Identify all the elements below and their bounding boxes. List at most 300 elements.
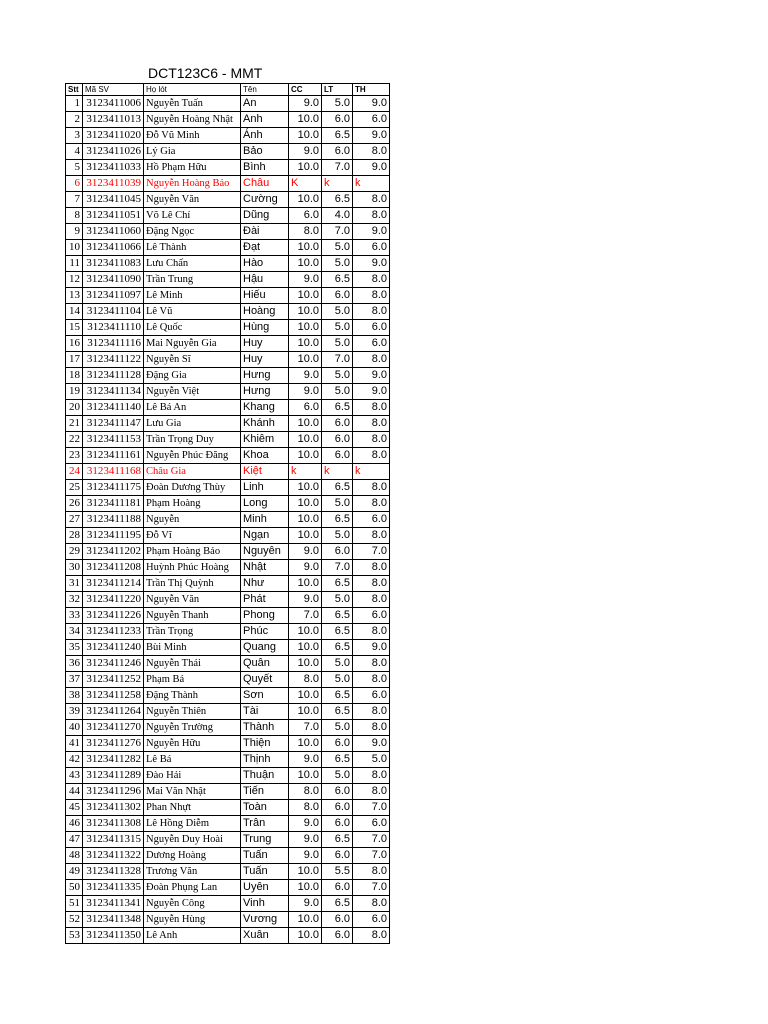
- row-number-cell: 7: [66, 192, 83, 208]
- score-th-cell: 6.0: [353, 320, 390, 336]
- surname-cell: Lưu Chấn: [144, 256, 241, 272]
- score-cc-cell: 10.0: [289, 496, 322, 512]
- row-number-cell: 52: [66, 912, 83, 928]
- student-id-cell: 3123411276: [83, 736, 144, 752]
- score-th-cell: 8.0: [353, 560, 390, 576]
- student-id-cell: 3123411289: [83, 768, 144, 784]
- surname-cell: Phạm Hoàng Bảo: [144, 544, 241, 560]
- row-number-cell: 42: [66, 752, 83, 768]
- table-row: [66, 640, 390, 656]
- score-th-cell: 6.0: [353, 112, 390, 128]
- surname-cell: Nguyễn Văn: [144, 192, 241, 208]
- score-cc-cell: 10.0: [289, 128, 322, 144]
- header-th: TH: [353, 84, 390, 96]
- first-name-cell: Phúc: [241, 624, 289, 640]
- student-id-cell: 3123411208: [83, 560, 144, 576]
- score-cc-cell: 10.0: [289, 336, 322, 352]
- score-lt-cell: 6.5: [322, 688, 353, 704]
- score-lt-cell: 6.0: [322, 880, 353, 896]
- surname-cell: Nguyễn Hoàng Bảo: [144, 176, 241, 192]
- surname-cell: Nguyễn Thiên: [144, 704, 241, 720]
- first-name-cell: Thiện: [241, 736, 289, 752]
- table-row: [66, 880, 390, 896]
- score-cc-cell: 6.0: [289, 208, 322, 224]
- row-number-cell: 14: [66, 304, 83, 320]
- student-id-cell: 3123411308: [83, 816, 144, 832]
- score-cc-cell: 7.0: [289, 720, 322, 736]
- table-row: [66, 656, 390, 672]
- score-cc-cell: 10.0: [289, 624, 322, 640]
- score-cc-cell: 10.0: [289, 416, 322, 432]
- row-number-cell: 34: [66, 624, 83, 640]
- first-name-cell: Cường: [241, 192, 289, 208]
- first-name-cell: Quân: [241, 656, 289, 672]
- surname-cell: Mai Nguyễn Gia: [144, 336, 241, 352]
- row-number-cell: 22: [66, 432, 83, 448]
- score-th-cell: 5.0: [353, 752, 390, 768]
- score-th-cell: 8.0: [353, 656, 390, 672]
- first-name-cell: Khánh: [241, 416, 289, 432]
- score-lt-cell: 6.0: [322, 928, 353, 944]
- first-name-cell: Đạt: [241, 240, 289, 256]
- student-id-cell: 3123411246: [83, 656, 144, 672]
- score-lt-cell: 6.5: [322, 192, 353, 208]
- score-lt-cell: 5.0: [322, 496, 353, 512]
- surname-cell: Nguyễn Trường: [144, 720, 241, 736]
- first-name-cell: Minh: [241, 512, 289, 528]
- table-row: [66, 352, 390, 368]
- row-number-cell: 43: [66, 768, 83, 784]
- row-number-cell: 40: [66, 720, 83, 736]
- first-name-cell: Khoa: [241, 448, 289, 464]
- header-row: [66, 84, 390, 96]
- student-id-cell: 3123411233: [83, 624, 144, 640]
- student-id-cell: 3123411066: [83, 240, 144, 256]
- score-th-cell: 8.0: [353, 288, 390, 304]
- score-lt-cell: 5.0: [322, 672, 353, 688]
- row-number-cell: 18: [66, 368, 83, 384]
- surname-cell: Lê Quốc: [144, 320, 241, 336]
- score-th-cell: 8.0: [353, 272, 390, 288]
- score-lt-cell: 6.0: [322, 112, 353, 128]
- first-name-cell: Kiệt: [241, 464, 289, 480]
- score-cc-cell: 10.0: [289, 736, 322, 752]
- surname-cell: Lê Minh: [144, 288, 241, 304]
- score-th-cell: 9.0: [353, 128, 390, 144]
- row-number-cell: 47: [66, 832, 83, 848]
- row-number-cell: 4: [66, 144, 83, 160]
- score-th-cell: 8.0: [353, 208, 390, 224]
- score-lt-cell: 6.0: [322, 432, 353, 448]
- table-row: [66, 224, 390, 240]
- score-lt-cell: 6.0: [322, 816, 353, 832]
- row-number-cell: 11: [66, 256, 83, 272]
- row-number-cell: 32: [66, 592, 83, 608]
- first-name-cell: Ngạn: [241, 528, 289, 544]
- table-row: [66, 592, 390, 608]
- table-row: [66, 784, 390, 800]
- surname-cell: Nguyễn Việt: [144, 384, 241, 400]
- table-row: [66, 912, 390, 928]
- student-id-cell: 3123411302: [83, 800, 144, 816]
- table-row: [66, 432, 390, 448]
- score-cc-cell: 10.0: [289, 288, 322, 304]
- row-number-cell: 23: [66, 448, 83, 464]
- score-th-cell: 7.0: [353, 800, 390, 816]
- surname-cell: Đoàn Phụng Lan: [144, 880, 241, 896]
- surname-cell: Mai Văn Nhật: [144, 784, 241, 800]
- score-lt-cell: 7.0: [322, 352, 353, 368]
- score-th-cell: 8.0: [353, 704, 390, 720]
- student-id-cell: 3123411168: [83, 464, 144, 480]
- student-id-cell: 3123411175: [83, 480, 144, 496]
- surname-cell: Dương Hoàng: [144, 848, 241, 864]
- score-lt-cell: 6.0: [322, 736, 353, 752]
- first-name-cell: An: [241, 96, 289, 112]
- table-row: [66, 112, 390, 128]
- row-number-cell: 13: [66, 288, 83, 304]
- score-cc-cell: 9.0: [289, 752, 322, 768]
- score-th-cell: 8.0: [353, 928, 390, 944]
- score-th-cell: 8.0: [353, 400, 390, 416]
- score-th-cell: 9.0: [353, 160, 390, 176]
- score-cc-cell: 10.0: [289, 192, 322, 208]
- surname-cell: Đặng Thành: [144, 688, 241, 704]
- score-lt-cell: 5.0: [322, 240, 353, 256]
- first-name-cell: Tuấn: [241, 864, 289, 880]
- student-id-cell: 3123411226: [83, 608, 144, 624]
- score-cc-cell: 9.0: [289, 144, 322, 160]
- score-lt-cell: 4.0: [322, 208, 353, 224]
- row-number-cell: 17: [66, 352, 83, 368]
- table-row: [66, 688, 390, 704]
- table-row: [66, 576, 390, 592]
- table-row: [66, 720, 390, 736]
- score-th-cell: 8.0: [353, 592, 390, 608]
- student-id-cell: 3123411097: [83, 288, 144, 304]
- score-lt-cell: 6.5: [322, 128, 353, 144]
- surname-cell: Nguyễn Hoàng Nhật: [144, 112, 241, 128]
- first-name-cell: Khang: [241, 400, 289, 416]
- surname-cell: Đỗ Vĩ: [144, 528, 241, 544]
- surname-cell: Nguyễn Công: [144, 896, 241, 912]
- surname-cell: Lê Vũ: [144, 304, 241, 320]
- student-id-cell: 3123411188: [83, 512, 144, 528]
- student-id-cell: 3123411122: [83, 352, 144, 368]
- score-cc-cell: 10.0: [289, 240, 322, 256]
- table-row: [66, 416, 390, 432]
- score-th-cell: 8.0: [353, 352, 390, 368]
- score-th-cell: 8.0: [353, 720, 390, 736]
- student-id-cell: 3123411116: [83, 336, 144, 352]
- first-name-cell: Nhật: [241, 560, 289, 576]
- score-th-cell: 9.0: [353, 640, 390, 656]
- surname-cell: Bùi Minh: [144, 640, 241, 656]
- student-id-cell: 3123411252: [83, 672, 144, 688]
- row-number-cell: 33: [66, 608, 83, 624]
- row-number-cell: 51: [66, 896, 83, 912]
- first-name-cell: Xuân: [241, 928, 289, 944]
- score-th-cell: 9.0: [353, 256, 390, 272]
- surname-cell: Nguyễn Phúc Đăng: [144, 448, 241, 464]
- row-number-cell: 46: [66, 816, 83, 832]
- table-row: [66, 608, 390, 624]
- score-cc-cell: 9.0: [289, 848, 322, 864]
- row-number-cell: 53: [66, 928, 83, 944]
- score-cc-cell: 9.0: [289, 544, 322, 560]
- row-number-cell: 25: [66, 480, 83, 496]
- first-name-cell: Hưng: [241, 368, 289, 384]
- first-name-cell: Nguyên: [241, 544, 289, 560]
- student-id-cell: 3123411033: [83, 160, 144, 176]
- score-cc-cell: 9.0: [289, 832, 322, 848]
- table-row: [66, 384, 390, 400]
- row-number-cell: 1: [66, 96, 83, 112]
- score-lt-cell: 6.5: [322, 400, 353, 416]
- score-th-cell: 8.0: [353, 448, 390, 464]
- score-cc-cell: 9.0: [289, 368, 322, 384]
- student-id-cell: 3123411083: [83, 256, 144, 272]
- table-row: [66, 752, 390, 768]
- score-lt-cell: 7.0: [322, 160, 353, 176]
- first-name-cell: Khiêm: [241, 432, 289, 448]
- score-cc-cell: 9.0: [289, 816, 322, 832]
- surname-cell: Nguyễn Hùng: [144, 912, 241, 928]
- grade-table: [65, 83, 390, 944]
- score-th-cell: 8.0: [353, 432, 390, 448]
- surname-cell: Phạm Bá: [144, 672, 241, 688]
- table-row: [66, 848, 390, 864]
- row-number-cell: 6: [66, 176, 83, 192]
- row-number-cell: 29: [66, 544, 83, 560]
- row-number-cell: 9: [66, 224, 83, 240]
- first-name-cell: Tuấn: [241, 848, 289, 864]
- student-id-cell: 3123411202: [83, 544, 144, 560]
- score-th-cell: 9.0: [353, 368, 390, 384]
- student-id-cell: 3123411258: [83, 688, 144, 704]
- student-id-cell: 3123411348: [83, 912, 144, 928]
- student-id-cell: 3123411051: [83, 208, 144, 224]
- row-number-cell: 27: [66, 512, 83, 528]
- score-th-cell: 8.0: [353, 480, 390, 496]
- table-row: [66, 240, 390, 256]
- score-th-cell: 6.0: [353, 512, 390, 528]
- first-name-cell: Uyên: [241, 880, 289, 896]
- first-name-cell: Dũng: [241, 208, 289, 224]
- student-id-cell: 3123411013: [83, 112, 144, 128]
- student-id-cell: 3123411020: [83, 128, 144, 144]
- score-cc-cell: 10.0: [289, 304, 322, 320]
- row-number-cell: 28: [66, 528, 83, 544]
- score-lt-cell: 6.5: [322, 832, 353, 848]
- first-name-cell: Hậu: [241, 272, 289, 288]
- score-lt-cell: 5.0: [322, 768, 353, 784]
- score-cc-cell: 9.0: [289, 272, 322, 288]
- score-cc-cell: 9.0: [289, 384, 322, 400]
- table-row: [66, 512, 390, 528]
- table-row: [66, 864, 390, 880]
- score-cc-cell: 10.0: [289, 912, 322, 928]
- student-id-cell: 3123411335: [83, 880, 144, 896]
- score-th-cell: 8.0: [353, 896, 390, 912]
- student-id-cell: 3123411264: [83, 704, 144, 720]
- row-number-cell: 37: [66, 672, 83, 688]
- score-th-cell: 8.0: [353, 624, 390, 640]
- score-th-cell: 6.0: [353, 608, 390, 624]
- score-th-cell: 8.0: [353, 496, 390, 512]
- student-id-cell: 3123411045: [83, 192, 144, 208]
- table-row: [66, 800, 390, 816]
- table-row: [66, 928, 390, 944]
- table-row: [66, 304, 390, 320]
- score-th-cell: 6.0: [353, 816, 390, 832]
- first-name-cell: Thành: [241, 720, 289, 736]
- first-name-cell: Quang: [241, 640, 289, 656]
- score-th-cell: k: [353, 176, 390, 192]
- score-lt-cell: 7.0: [322, 560, 353, 576]
- score-cc-cell: 6.0: [289, 400, 322, 416]
- first-name-cell: Vương: [241, 912, 289, 928]
- score-th-cell: 9.0: [353, 384, 390, 400]
- score-th-cell: 8.0: [353, 416, 390, 432]
- table-row: [66, 208, 390, 224]
- student-id-cell: 3123411341: [83, 896, 144, 912]
- row-number-cell: 35: [66, 640, 83, 656]
- first-name-cell: Hào: [241, 256, 289, 272]
- row-number-cell: 8: [66, 208, 83, 224]
- score-cc-cell: 10.0: [289, 320, 322, 336]
- surname-cell: Đỗ Vũ Minh: [144, 128, 241, 144]
- student-id-cell: 3123411270: [83, 720, 144, 736]
- surname-cell: Đoàn Dương Thùy: [144, 480, 241, 496]
- score-lt-cell: 5.0: [322, 96, 353, 112]
- student-id-cell: 3123411090: [83, 272, 144, 288]
- row-number-cell: 30: [66, 560, 83, 576]
- score-lt-cell: 6.0: [322, 912, 353, 928]
- score-th-cell: 9.0: [353, 96, 390, 112]
- table-row: [66, 496, 390, 512]
- student-id-cell: 3123411195: [83, 528, 144, 544]
- row-number-cell: 49: [66, 864, 83, 880]
- score-cc-cell: 9.0: [289, 896, 322, 912]
- first-name-cell: Huy: [241, 336, 289, 352]
- first-name-cell: Thịnh: [241, 752, 289, 768]
- student-id-cell: 3123411328: [83, 864, 144, 880]
- score-lt-cell: k: [322, 464, 353, 480]
- score-th-cell: 8.0: [353, 144, 390, 160]
- student-id-cell: 3123411161: [83, 448, 144, 464]
- student-id-cell: 3123411039: [83, 176, 144, 192]
- header-stt: Stt: [66, 84, 83, 96]
- row-number-cell: 5: [66, 160, 83, 176]
- student-id-cell: 3123411134: [83, 384, 144, 400]
- table-row: [66, 336, 390, 352]
- student-id-cell: 3123411282: [83, 752, 144, 768]
- score-lt-cell: 5.0: [322, 384, 353, 400]
- score-th-cell: 6.0: [353, 688, 390, 704]
- score-cc-cell: 10.0: [289, 256, 322, 272]
- score-lt-cell: 6.0: [322, 784, 353, 800]
- score-th-cell: 9.0: [353, 736, 390, 752]
- table-row: [66, 272, 390, 288]
- first-name-cell: Như: [241, 576, 289, 592]
- score-lt-cell: 6.5: [322, 704, 353, 720]
- surname-cell: Châu Gia: [144, 464, 241, 480]
- student-id-cell: 3123411104: [83, 304, 144, 320]
- score-lt-cell: 5.0: [322, 336, 353, 352]
- student-id-cell: 3123411140: [83, 400, 144, 416]
- table-row: [66, 368, 390, 384]
- score-cc-cell: K: [289, 176, 322, 192]
- surname-cell: Trần Thị Quỳnh: [144, 576, 241, 592]
- score-th-cell: 7.0: [353, 880, 390, 896]
- surname-cell: Nguyễn Sĩ: [144, 352, 241, 368]
- score-cc-cell: 9.0: [289, 96, 322, 112]
- surname-cell: Hồ Phạm Hữu: [144, 160, 241, 176]
- surname-cell: Nguyễn Văn: [144, 592, 241, 608]
- score-cc-cell: 8.0: [289, 784, 322, 800]
- score-lt-cell: 6.5: [322, 640, 353, 656]
- first-name-cell: Đài: [241, 224, 289, 240]
- table-row: [66, 400, 390, 416]
- sheet-title: DCT123C6 - MMT: [148, 65, 263, 81]
- score-cc-cell: 10.0: [289, 880, 322, 896]
- first-name-cell: Sơn: [241, 688, 289, 704]
- score-lt-cell: 6.0: [322, 416, 353, 432]
- table-row: [66, 896, 390, 912]
- score-lt-cell: k: [322, 176, 353, 192]
- first-name-cell: Hưng: [241, 384, 289, 400]
- score-lt-cell: 6.0: [322, 848, 353, 864]
- surname-cell: Lê Bá: [144, 752, 241, 768]
- score-lt-cell: 6.5: [322, 752, 353, 768]
- score-lt-cell: 6.5: [322, 272, 353, 288]
- student-id-cell: 3123411147: [83, 416, 144, 432]
- score-lt-cell: 6.5: [322, 576, 353, 592]
- first-name-cell: Thuận: [241, 768, 289, 784]
- surname-cell: Nguyễn Duy Hoài: [144, 832, 241, 848]
- score-cc-cell: 9.0: [289, 592, 322, 608]
- score-th-cell: 8.0: [353, 528, 390, 544]
- surname-cell: Đặng Ngọc: [144, 224, 241, 240]
- table-row: [66, 544, 390, 560]
- table-body: [66, 96, 390, 944]
- score-lt-cell: 6.0: [322, 800, 353, 816]
- surname-cell: Lý Gia: [144, 144, 241, 160]
- row-number-cell: 10: [66, 240, 83, 256]
- table-row: [66, 672, 390, 688]
- surname-cell: Nguyễn Tuấn: [144, 96, 241, 112]
- row-number-cell: 20: [66, 400, 83, 416]
- table-row: [66, 464, 390, 480]
- surname-cell: Đặng Gia: [144, 368, 241, 384]
- first-name-cell: Long: [241, 496, 289, 512]
- first-name-cell: Quyết: [241, 672, 289, 688]
- table-row: [66, 176, 390, 192]
- score-th-cell: k: [353, 464, 390, 480]
- row-number-cell: 12: [66, 272, 83, 288]
- score-lt-cell: 5.0: [322, 256, 353, 272]
- row-number-cell: 45: [66, 800, 83, 816]
- surname-cell: Phạm Hoàng: [144, 496, 241, 512]
- first-name-cell: Bình: [241, 160, 289, 176]
- surname-cell: Võ Lê Chí: [144, 208, 241, 224]
- score-cc-cell: 10.0: [289, 448, 322, 464]
- first-name-cell: Tiến: [241, 784, 289, 800]
- score-th-cell: 8.0: [353, 576, 390, 592]
- table-row: [66, 448, 390, 464]
- header-first-name: Tên: [241, 84, 289, 96]
